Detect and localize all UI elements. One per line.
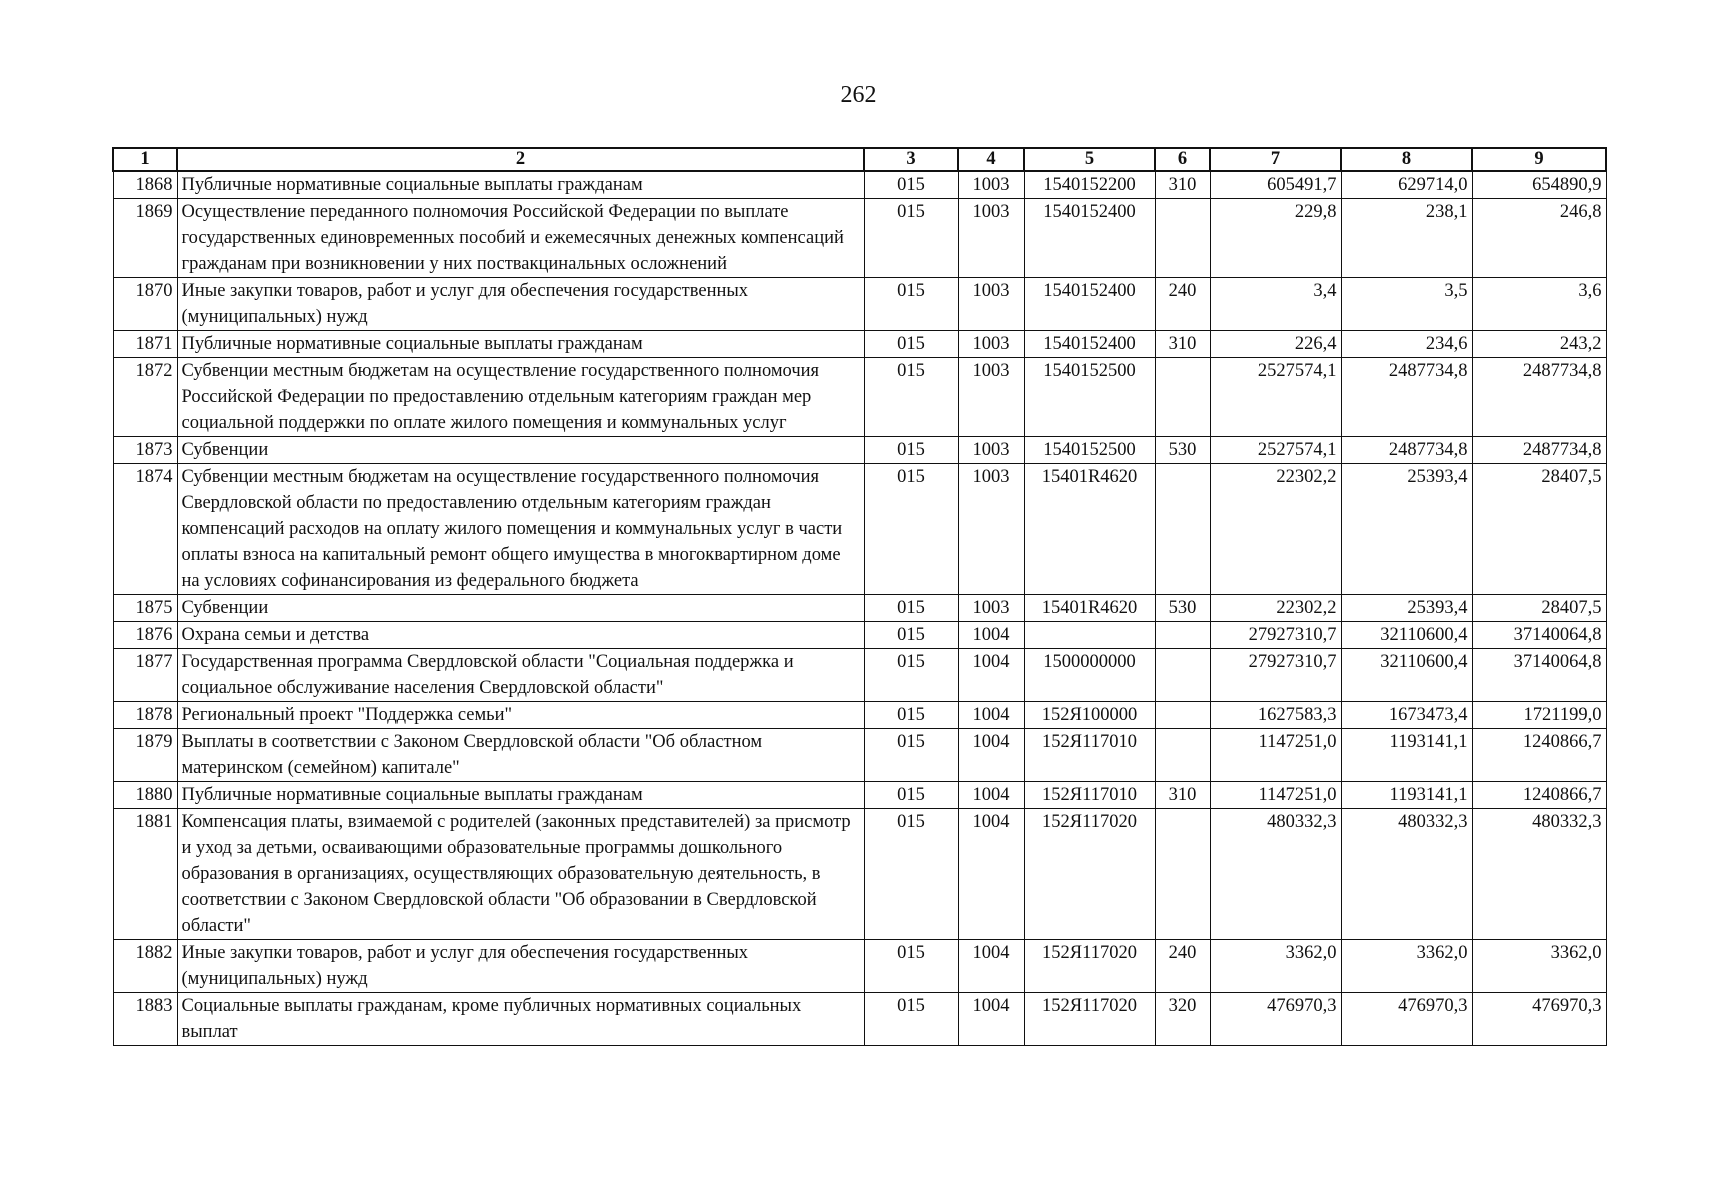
header-row [113,148,1606,171]
amount-col-9: 1240866,7 [1472,729,1606,782]
expense-type-code: 240 [1155,278,1210,331]
table-row [113,622,1606,649]
row-name: Субвенции местным бюджетам на осуществление государственного полномочия Российской Федерации по предоставлению отдельным категориям граждан мер социальной поддержки по оплате жилого помещения и коммунальных услуг [177,358,864,437]
amount-col-9: 37140064,8 [1472,649,1606,702]
ministry-code: 015 [864,595,958,622]
amount-col-9: 480332,3 [1472,809,1606,940]
amount-col-7: 3362,0 [1210,940,1341,993]
row-number: 1870 [113,278,177,331]
row-name: Государственная программа Свердловской области "Социальная поддержка и социальное обслуживание населения Свердловской области" [177,649,864,702]
section-code: 1004 [958,782,1024,809]
amount-col-8: 3,5 [1341,278,1472,331]
section-code: 1003 [958,278,1024,331]
column-header: 4 [958,148,1024,171]
amount-col-7: 1147251,0 [1210,782,1341,809]
target-item-code: 15401R4620 [1024,464,1155,595]
section-code: 1004 [958,702,1024,729]
amount-col-8: 2487734,8 [1341,437,1472,464]
expense-type-code: 240 [1155,940,1210,993]
ministry-code: 015 [864,782,958,809]
expense-type-code [1155,729,1210,782]
row-number: 1873 [113,437,177,464]
row-number: 1871 [113,331,177,358]
row-name: Социальные выплаты гражданам, кроме публичных нормативных социальных выплат [177,993,864,1046]
page-number: 262 [840,82,877,108]
amount-col-9: 37140064,8 [1472,622,1606,649]
target-item-code: 152Я117010 [1024,729,1155,782]
amount-col-8: 238,1 [1341,199,1472,278]
expense-type-code [1155,358,1210,437]
table-row [113,993,1606,1046]
amount-col-8: 476970,3 [1341,993,1472,1046]
section-code: 1003 [958,437,1024,464]
amount-col-8: 25393,4 [1341,464,1472,595]
table-row [113,199,1606,278]
column-header: 6 [1155,148,1210,171]
row-name: Компенсация платы, взимаемой с родителей (законных представителей) за присмотр и уход за детьми, осваивающими образовательные программы дошкольного образования в организациях, осуществляющих образовательную деятельность, в соответствии с Законом Свердловской области "Об образовании в Свердловской области" [177,809,864,940]
ministry-code: 015 [864,993,958,1046]
expense-type-code: 310 [1155,782,1210,809]
amount-col-7: 22302,2 [1210,464,1341,595]
row-name: Субвенции [177,595,864,622]
amount-col-8: 629714,0 [1341,171,1472,199]
amount-col-8: 1193141,1 [1341,782,1472,809]
ministry-code: 015 [864,358,958,437]
row-number: 1878 [113,702,177,729]
amount-col-7: 3,4 [1210,278,1341,331]
amount-col-7: 226,4 [1210,331,1341,358]
amount-col-9: 2487734,8 [1472,437,1606,464]
ministry-code: 015 [864,622,958,649]
column-header: 3 [864,148,958,171]
ministry-code: 015 [864,702,958,729]
amount-col-9: 3,6 [1472,278,1606,331]
amount-col-7: 480332,3 [1210,809,1341,940]
amount-col-8: 2487734,8 [1341,358,1472,437]
ministry-code: 015 [864,437,958,464]
amount-col-8: 1193141,1 [1341,729,1472,782]
section-code: 1003 [958,358,1024,437]
column-header: 5 [1024,148,1155,171]
target-item-code: 1540152500 [1024,437,1155,464]
amount-col-8: 32110600,4 [1341,649,1472,702]
target-item-code: 1540152200 [1024,171,1155,199]
ministry-code: 015 [864,199,958,278]
amount-col-7: 476970,3 [1210,993,1341,1046]
target-item-code: 152Я117010 [1024,782,1155,809]
target-item-code: 1500000000 [1024,649,1155,702]
section-code: 1003 [958,331,1024,358]
table-row [113,729,1606,782]
expense-type-code: 310 [1155,331,1210,358]
table-row [113,171,1606,199]
ministry-code: 015 [864,464,958,595]
amount-col-7: 27927310,7 [1210,649,1341,702]
table-row [113,464,1606,595]
expense-type-code [1155,649,1210,702]
row-number: 1881 [113,809,177,940]
row-number: 1874 [113,464,177,595]
table-row [113,437,1606,464]
amount-col-9: 243,2 [1472,331,1606,358]
table-row [113,702,1606,729]
row-name: Субвенции [177,437,864,464]
row-name: Иные закупки товаров, работ и услуг для обеспечения государственных (муниципальных) нужд [177,278,864,331]
ministry-code: 015 [864,649,958,702]
row-name: Региональный проект "Поддержка семьи" [177,702,864,729]
table-row [113,358,1606,437]
row-number: 1877 [113,649,177,702]
section-code: 1004 [958,940,1024,993]
amount-col-9: 28407,5 [1472,595,1606,622]
amount-col-8: 480332,3 [1341,809,1472,940]
row-number: 1875 [113,595,177,622]
expense-type-code: 530 [1155,595,1210,622]
expense-type-code [1155,702,1210,729]
target-item-code: 1540152400 [1024,331,1155,358]
row-name: Охрана семьи и детства [177,622,864,649]
amount-col-9: 1240866,7 [1472,782,1606,809]
table-row [113,595,1606,622]
target-item-code: 1540152400 [1024,199,1155,278]
ministry-code: 015 [864,729,958,782]
target-item-code: 1540152400 [1024,278,1155,331]
row-name: Иные закупки товаров, работ и услуг для обеспечения государственных (муниципальных) нужд [177,940,864,993]
section-code: 1004 [958,993,1024,1046]
target-item-code: 152Я117020 [1024,940,1155,993]
expense-type-code [1155,199,1210,278]
column-header: 7 [1210,148,1341,171]
section-code: 1003 [958,171,1024,199]
amount-col-7: 229,8 [1210,199,1341,278]
section-code: 1003 [958,464,1024,595]
amount-col-7: 605491,7 [1210,171,1341,199]
target-item-code: 15401R4620 [1024,595,1155,622]
amount-col-8: 32110600,4 [1341,622,1472,649]
expense-type-code: 310 [1155,171,1210,199]
column-header: 2 [177,148,864,171]
column-header: 8 [1341,148,1472,171]
section-code: 1004 [958,809,1024,940]
amount-col-7: 1147251,0 [1210,729,1341,782]
ministry-code: 015 [864,171,958,199]
section-code: 1004 [958,649,1024,702]
target-item-code: 152Я117020 [1024,993,1155,1046]
expense-type-code: 320 [1155,993,1210,1046]
amount-col-9: 2487734,8 [1472,358,1606,437]
amount-col-9: 3362,0 [1472,940,1606,993]
row-number: 1882 [113,940,177,993]
amount-col-8: 25393,4 [1341,595,1472,622]
section-code: 1003 [958,199,1024,278]
target-item-code: 1540152500 [1024,358,1155,437]
row-number: 1879 [113,729,177,782]
expense-type-code [1155,809,1210,940]
amount-col-9: 28407,5 [1472,464,1606,595]
ministry-code: 015 [864,940,958,993]
row-number: 1880 [113,782,177,809]
amount-col-9: 654890,9 [1472,171,1606,199]
target-item-code [1024,622,1155,649]
ministry-code: 015 [864,331,958,358]
amount-col-7: 2527574,1 [1210,358,1341,437]
row-name: Публичные нормативные социальные выплаты гражданам [177,331,864,358]
row-number: 1869 [113,199,177,278]
amount-col-8: 1673473,4 [1341,702,1472,729]
row-name: Публичные нормативные социальные выплаты гражданам [177,171,864,199]
amount-col-7: 27927310,7 [1210,622,1341,649]
row-name: Субвенции местным бюджетам на осуществление государственного полномочия Свердловской области по предоставлению отдельным категориям граждан компенсаций расходов на оплату жилого помещения и коммунальных услуг в части оплаты взноса на капитальный ремонт общего имущества в многоквартирном доме на условиях софинансирования из федерального бюджета [177,464,864,595]
amount-col-7: 2527574,1 [1210,437,1341,464]
table-row [113,809,1606,940]
column-header: 1 [113,148,177,171]
amount-col-7: 22302,2 [1210,595,1341,622]
amount-col-8: 3362,0 [1341,940,1472,993]
expense-type-code [1155,464,1210,595]
table-row [113,782,1606,809]
target-item-code: 152Я117020 [1024,809,1155,940]
section-code: 1004 [958,622,1024,649]
table-row [113,278,1606,331]
expense-type-code [1155,622,1210,649]
section-code: 1003 [958,595,1024,622]
amount-col-9: 1721199,0 [1472,702,1606,729]
row-name: Публичные нормативные социальные выплаты гражданам [177,782,864,809]
amount-col-8: 234,6 [1341,331,1472,358]
row-number: 1868 [113,171,177,199]
target-item-code: 152Я100000 [1024,702,1155,729]
budget-table [112,147,1607,1046]
amount-col-9: 246,8 [1472,199,1606,278]
row-number: 1876 [113,622,177,649]
table-row [113,649,1606,702]
column-header: 9 [1472,148,1606,171]
row-number: 1872 [113,358,177,437]
row-name: Осуществление переданного полномочия Российской Федерации по выплате государственных единовременных пособий и ежемесячных денежных компенсаций гражданам при возникновении у них поствакцинальных осложнений [177,199,864,278]
ministry-code: 015 [864,278,958,331]
amount-col-7: 1627583,3 [1210,702,1341,729]
amount-col-9: 476970,3 [1472,993,1606,1046]
section-code: 1004 [958,729,1024,782]
table-row [113,940,1606,993]
table-row [113,331,1606,358]
row-name: Выплаты в соответствии с Законом Свердловской области "Об областном материнском (семейном) капитале" [177,729,864,782]
expense-type-code: 530 [1155,437,1210,464]
row-number: 1883 [113,993,177,1046]
ministry-code: 015 [864,809,958,940]
